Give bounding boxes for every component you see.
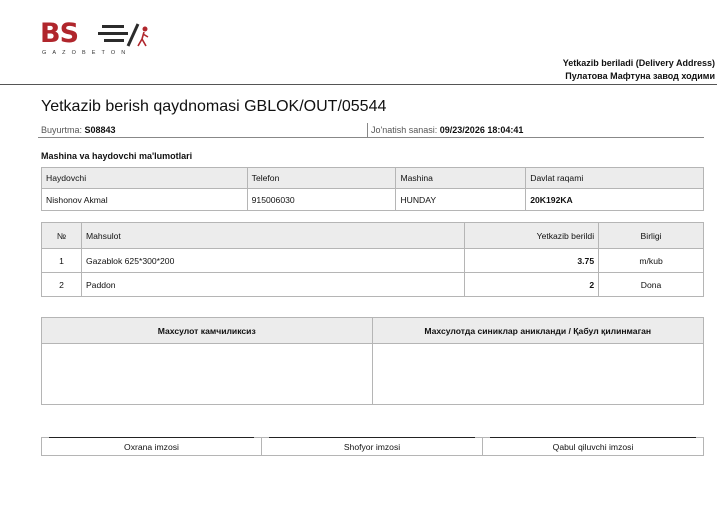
header-vehicle: Mashina — [396, 168, 526, 189]
vehicle-name: HUNDAY — [396, 189, 526, 211]
order-info-row — [38, 123, 704, 138]
delivery-address: Пулатова Мафтуна завод ходими — [565, 71, 715, 81]
date-cell — [368, 123, 704, 138]
header-plate: Davlat raqami — [526, 168, 704, 189]
order-label: Buyurtma: — [41, 125, 83, 135]
row-number: 1 — [42, 249, 82, 273]
plate-number: 20K192KA — [526, 189, 704, 211]
defects-table — [41, 317, 704, 405]
header-divider — [0, 84, 717, 85]
products-table — [41, 222, 704, 297]
header-no-defects: Махсулот камчиликсиз — [42, 318, 373, 344]
delivery-label: Yetkazib beriladi (Delivery Address) — [562, 58, 715, 68]
security-signature: Oxrana imzosi — [41, 437, 262, 456]
header-number: № — [42, 223, 82, 249]
table-row — [42, 249, 704, 273]
header-product: Mahsulot — [81, 223, 464, 249]
receiver-signature: Qabul qiluvchi imzosi — [483, 437, 704, 456]
header-delivered: Yetkazib berildi — [465, 223, 599, 249]
driver-table — [41, 167, 704, 211]
signature-row — [41, 437, 704, 456]
logo-text: BS — [40, 18, 79, 49]
logo-subtitle: GAZOBETON — [42, 50, 132, 56]
header-unit: Birligi — [599, 223, 704, 249]
driver-table-header — [42, 168, 704, 189]
delivered-qty: 3.75 — [465, 249, 599, 273]
table-row — [42, 189, 704, 211]
driver-section-title: Mashina va haydovchi ma'lumotlari — [41, 151, 193, 161]
header-driver: Haydovchi — [42, 168, 248, 189]
unit: Dona — [599, 273, 704, 297]
driver-name: Nishonov Akmal — [42, 189, 248, 211]
ship-date-label: Jo'natish sanasi: — [371, 125, 438, 135]
page-title: Yetkazib berish qaydnomasi GBLOK/OUT/05544 — [41, 98, 387, 115]
table-row — [42, 344, 704, 405]
driver-signature: Shofyor imzosi — [262, 437, 483, 456]
no-defects-box[interactable] — [42, 344, 373, 405]
ship-date-value: 09/23/2026 18:04:41 — [439, 125, 524, 135]
logo-stripes-icon — [98, 22, 152, 48]
product-name: Paddon — [81, 273, 464, 297]
unit: m/kub — [599, 249, 704, 273]
driver-phone: 915006030 — [247, 189, 396, 211]
defects-table-header — [42, 318, 704, 344]
delivered-qty: 2 — [465, 273, 599, 297]
products-table-header — [42, 223, 704, 249]
header-defects-found: Махсулотда синиклар аникланди / Қабул қилинмаган — [372, 318, 704, 344]
order-cell — [38, 123, 368, 138]
row-number: 2 — [42, 273, 82, 297]
product-name: Gazablok 625*300*200 — [81, 249, 464, 273]
order-number: S08843 — [84, 125, 116, 135]
company-logo — [40, 20, 152, 60]
delivery-address-block — [563, 57, 715, 83]
header-phone: Telefon — [247, 168, 396, 189]
table-row — [42, 273, 704, 297]
defects-found-box[interactable] — [372, 344, 704, 405]
